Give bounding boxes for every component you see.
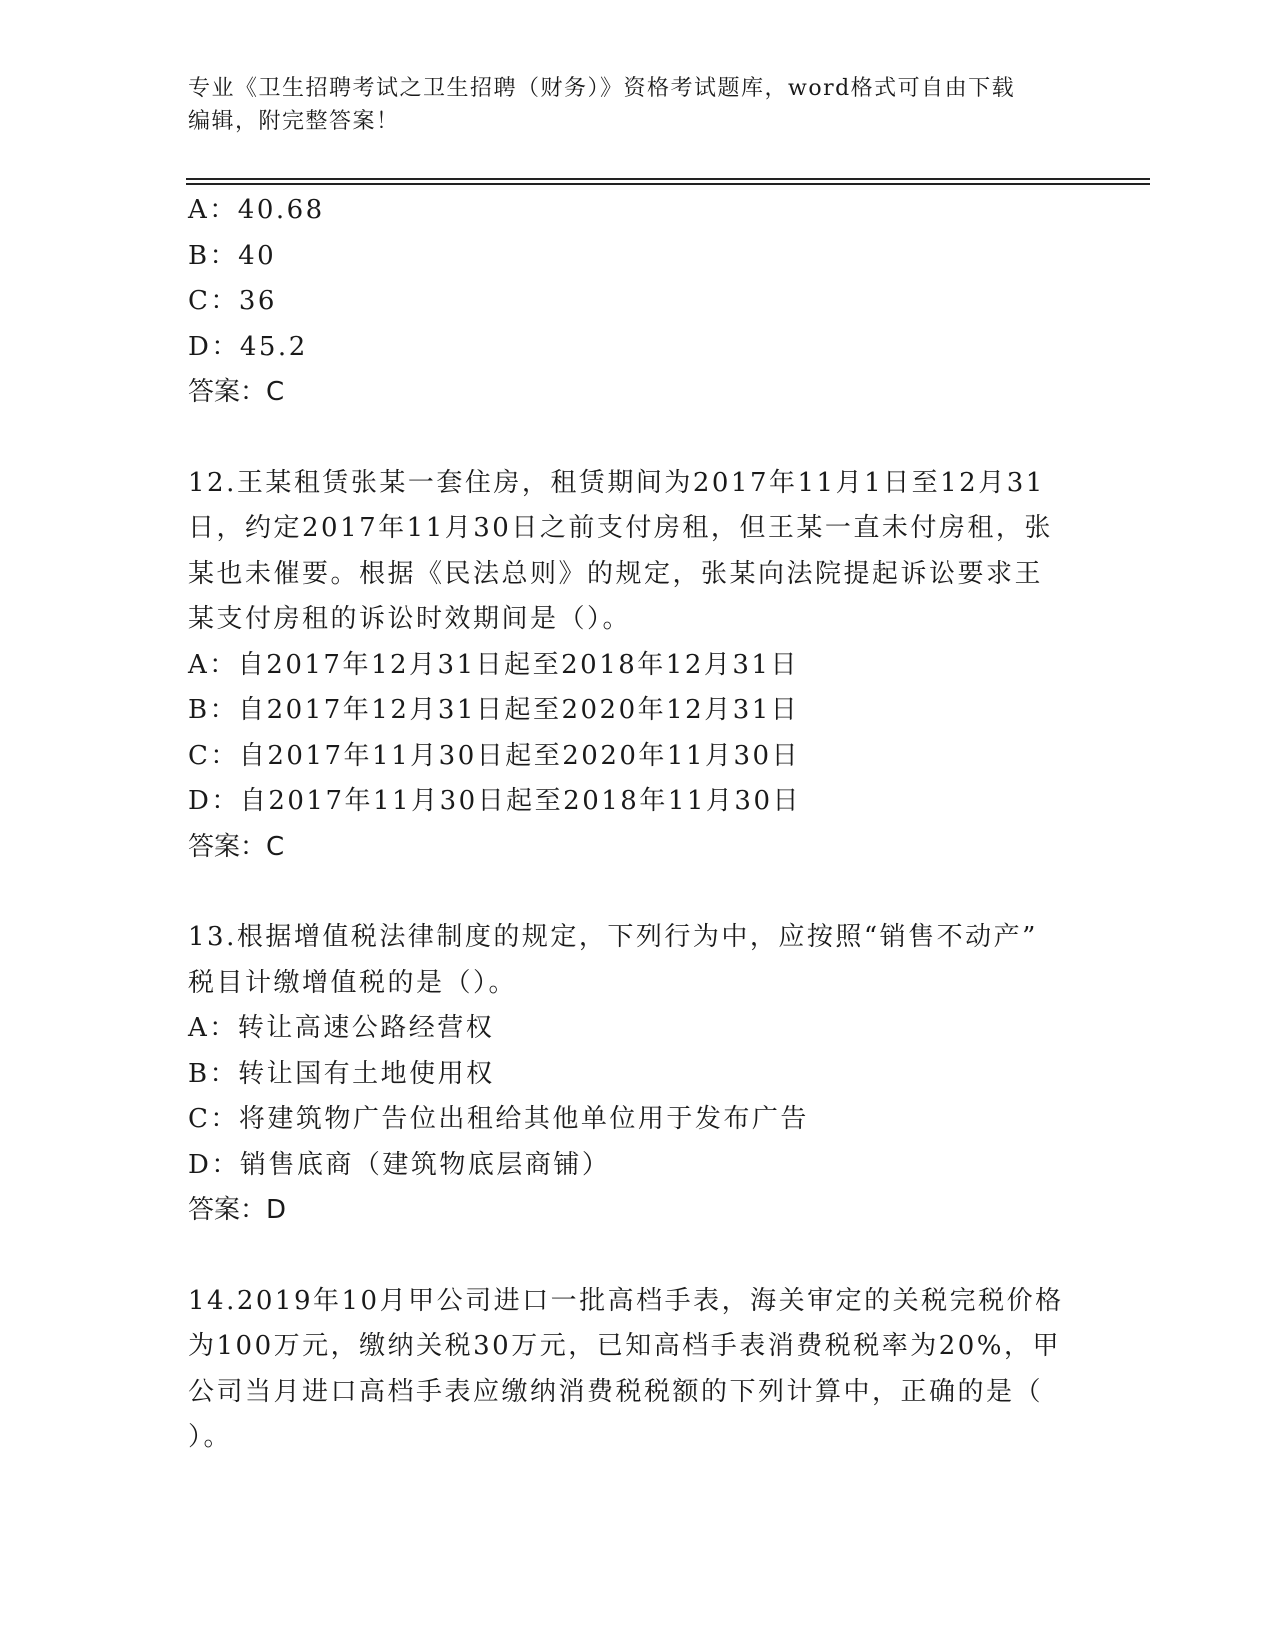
option-b: B：自2017年12月31日起至2020年12月31日 <box>188 695 800 725</box>
answer-value: C <box>266 377 287 407</box>
question-11 <box>188 188 1088 416</box>
option-c: C：自2017年11月30日起至2020年11月30日 <box>188 740 801 771</box>
answer-line <box>188 370 1088 416</box>
question-text-line: 为100万元，缴纳关税30万元，已知高档手表消费税税率为20%，甲 <box>188 1331 1061 1361</box>
question-text-line: 某也未催要。根据《民法总则》的规定，张某向法院提起诉讼要求王 <box>188 558 1044 589</box>
header-line-1: 专业《卫生招聘考试之卫生招聘（财务）》资格考试题库，word格式可自由下载 <box>188 76 1016 101</box>
question-text-line: 日，约定2017年11月30日之前支付房租，但王某一直未付房租，张 <box>188 513 1053 543</box>
option-d: D：自2017年11月30日起至2018年11月30日 <box>188 786 802 816</box>
header-divider-bottom <box>186 183 1150 185</box>
answer-label: 答案： <box>188 1195 267 1225</box>
answer-label: 答案： <box>188 831 267 862</box>
question-12 <box>188 461 1088 871</box>
question-text-line: ）。 <box>188 1422 233 1452</box>
header-divider-top <box>186 178 1150 180</box>
option-c: C：36 <box>188 286 277 316</box>
answer-line <box>188 825 1088 871</box>
option-c: C：将建筑物广告位出租给其他单位用于发布广告 <box>188 1104 809 1134</box>
option-d: D：销售底商（建筑物底层商铺） <box>188 1149 611 1180</box>
answer-value: D <box>266 1195 289 1225</box>
question-14 <box>188 1279 1088 1461</box>
question-text-line: 14.2019年10月甲公司进口一批高档手表，海关审定的关税完税价格 <box>188 1285 1064 1316</box>
question-list <box>188 188 1088 1461</box>
question-text-line: 公司当月进口高档手表应缴纳消费税税额的下列计算中，正确的是（ <box>188 1376 1044 1407</box>
document-header <box>188 72 1068 138</box>
option-a: A：转让高速公路经营权 <box>188 1013 495 1043</box>
question-13 <box>188 915 1088 1234</box>
answer-value: C <box>266 831 287 862</box>
question-text-line: 税目计缴增值税的是（）。 <box>188 967 518 998</box>
header-line-2: 编辑，附完整答案！ <box>188 109 400 134</box>
option-a: A：40.68 <box>188 195 325 225</box>
question-text-line: 13.根据增值税法律制度的规定，下列行为中，应按照“销售不动产” <box>188 922 1038 952</box>
option-b: B：转让国有土地使用权 <box>188 1058 495 1089</box>
option-d: D：45.2 <box>188 331 308 362</box>
question-text-line: 12.王某租赁张某一套住房，租赁期间为2017年11月1日至12月31 <box>188 467 1045 498</box>
answer-label: 答案： <box>188 377 267 407</box>
question-text-line: 某支付房租的诉讼时效期间是（）。 <box>188 604 632 634</box>
option-a: A：自2017年12月31日起至2018年12月31日 <box>188 649 799 680</box>
answer-line <box>188 1188 1088 1234</box>
option-b: B：40 <box>188 240 277 271</box>
